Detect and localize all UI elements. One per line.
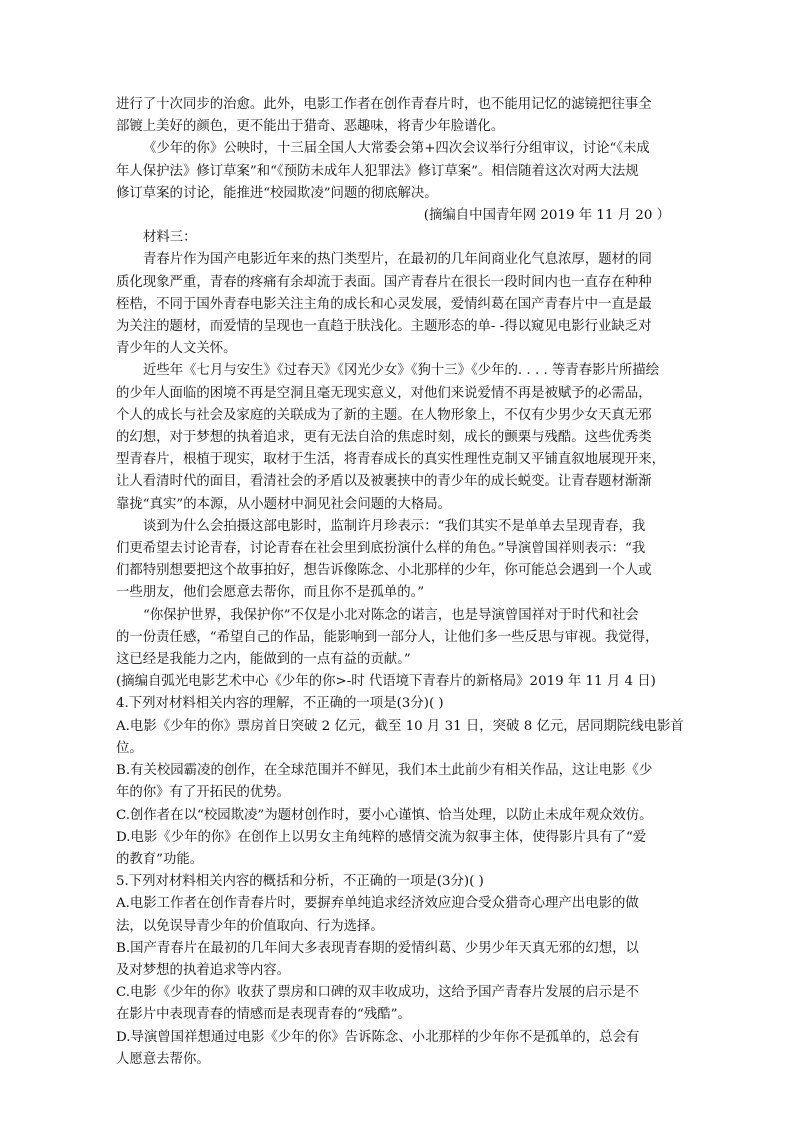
text-line: 为关注的题材，而爱情的呈现也一直趋于肤浅化。主题形态的单- -得以窥见电影行业缺乏对 <box>116 319 652 335</box>
text-line: 的少年人面临的困境不再是空洞且毫无现实意义，对他们来说爱情不再是被赋予的必需品， <box>116 385 652 401</box>
text-line: (摘编自弧光电影艺术中心《少年的你>-时 代语境下青春片的新格局》2019 年 11 月 4 日) <box>116 674 656 690</box>
text-line: 桎梏，不同于国外青春电影关注主角的成长和心灵发展，爱情纠葛在国产青春片中一直是最 <box>116 296 652 312</box>
text-line: 修订草案的讨论，能推进“校园欺凌”问题的彻底解决。 <box>116 185 438 201</box>
text-line: 5.下列对材料相关内容的概括和分析，不正确的一项是(3分)( ) <box>116 874 484 890</box>
text-line: 《少年的你》公映时，十三届全国人大常委会第+四次会议举行分组审议，讨论“《未成 <box>143 141 650 157</box>
text-line: 进行了十次同步的治愈。此外，电影工作者在创作青春片时，也不能用记忆的滤镜把往事全 <box>116 97 652 112</box>
text-line: 部镀上美好的颜色，更不能出于猎奇、恶趣味，将青少年脸谱化。 <box>116 119 505 135</box>
text-line: 型青春片，根植于现实，取材于生活，将青春成长的真实性理性克制又平铺直叙地展现开来， <box>116 452 666 468</box>
text-line: 位。 <box>116 740 143 756</box>
text-line: 这已经是我能力之内，能做到的一点有益的贡献。” <box>116 652 411 668</box>
text-line: C.创作者在以“校园欺凌”为题材创作时，要小心谨慎、恰当处理，以防止未成年观众效仿。 <box>116 807 653 823</box>
text-line: D.电影《少年的你》在创作上以男女主角纯粹的感情交流为叙事主体，使得影片具有了“爱 <box>116 829 647 845</box>
text-line: B.有关校园霸凌的创作，在全球范围并不鲜见，我们本土此前少有相关作品，这让电影《少 <box>116 763 653 779</box>
text-line: 法，以免误导青少年的价值取向、行为选择。 <box>116 918 384 934</box>
text-line: 青少年的人文关怀。 <box>116 341 237 357</box>
text-line: 近些年《七月与安生》《过春天》《冈光少女》《狗十三》《少年的. . . . 等青春影片所描绘 <box>143 363 660 379</box>
text-line: A.电影《少年的你》票房首日突破 2 亿元，截至 10 月 31 日，突破 8 亿元，居同期院线电影首 <box>116 718 684 734</box>
text-line: B.国产青春片在最初的几年间大多表现青春期的爱情纠葛、少男少年天真无邪的幻想，以 <box>116 940 639 956</box>
text-line: 4.下列对材料相关内容的理解，不正确的一项是(3分)( ) <box>116 696 444 712</box>
text-line: 年人保护法》修订草案”和“《预防未成年人犯罪法》修订草案”。相信随着这次对两大法规 <box>116 163 639 179</box>
text-line: 一些朋友，他们会愿意去帮你，而且你不是孤单的。” <box>116 585 425 601</box>
text-line: 谈到为什么会拍摄这部电影时，监制许月珍表示：“我们其实不是单单去呈现青春，我 <box>143 518 646 534</box>
text-line: 让人看清时代的面目，看清社会的矛盾以及被裹挟中的青少年的成长蜕变。让青春题材渐渐 <box>116 474 652 490</box>
text-line: 的幻想，对于梦想的执着追求，更有无法自洽的焦虑时刻，成长的颤栗与残酷。这些优秀类 <box>116 430 652 446</box>
text-line: “你保护世界，我保护你”不仅是小北对陈念的诺言，也是导演曾国祥对于时代和社会 <box>143 607 639 623</box>
text-line: 材料三： <box>143 230 197 246</box>
text-line: 们都特别想要把这个故事拍好，想告诉像陈念、小北那样的少年，你可能总会遇到一个人或 <box>116 563 652 579</box>
text-line: (摘编自中国青年网 2019 年 11 月 20 ） <box>423 208 670 224</box>
text-line: 人愿意去帮你。 <box>116 1051 210 1067</box>
document-page <box>116 94 684 1071</box>
text-line: 年的你》有了开拓民的优势。 <box>116 785 291 801</box>
text-line: 们更希望去讨论青春，讨论青春在社会里到底扮演什么样的角色。”导演曾国祥则表示：“我 <box>116 541 646 557</box>
text-line: 及对梦想的执着追求等内容。 <box>116 962 291 978</box>
text-line: D.导演曾国祥想通过电影《少年的你》告诉陈念、小北那样的少年你不是孤单的，总会有 <box>116 1029 640 1045</box>
text-line: 的教育”功能。 <box>116 851 204 867</box>
text-line: 质化现象严重，青春的疼痛有余却流于表面。国产青春片在很长一段时间内也一直存在种种 <box>116 274 652 290</box>
text-line: 在影片中表现青春的情感而是表现青春的“残酷”。 <box>116 1007 411 1023</box>
text-line: C.电影《少年的你》收获了票房和口碑的双丰收成功，这给予国产青春片发展的启示是不 <box>116 985 639 1001</box>
text-line: 的一份责任感，“希望自己的作品，能影响到一部分人，让他们多一些反思与审视。我觉得， <box>116 629 659 645</box>
text-line: 个人的成长与社会及家庭的关联成为了新的主题。在人物形象上，不仅有少男少女天真无邪 <box>116 407 652 423</box>
text-line: 青春片作为国产电影近年来的热门类型片，在最初的几年间商业化气息浓厚，题材的同 <box>143 252 652 268</box>
text-line: A.电影工作者在创作青春片时，要摒弃单纯追求经济效应迎合受众猎奇心理产出电影的做 <box>116 896 639 912</box>
text-line: 靠拢“真实”的本源，从小题材中洞见社会问题的大格局。 <box>116 496 452 512</box>
